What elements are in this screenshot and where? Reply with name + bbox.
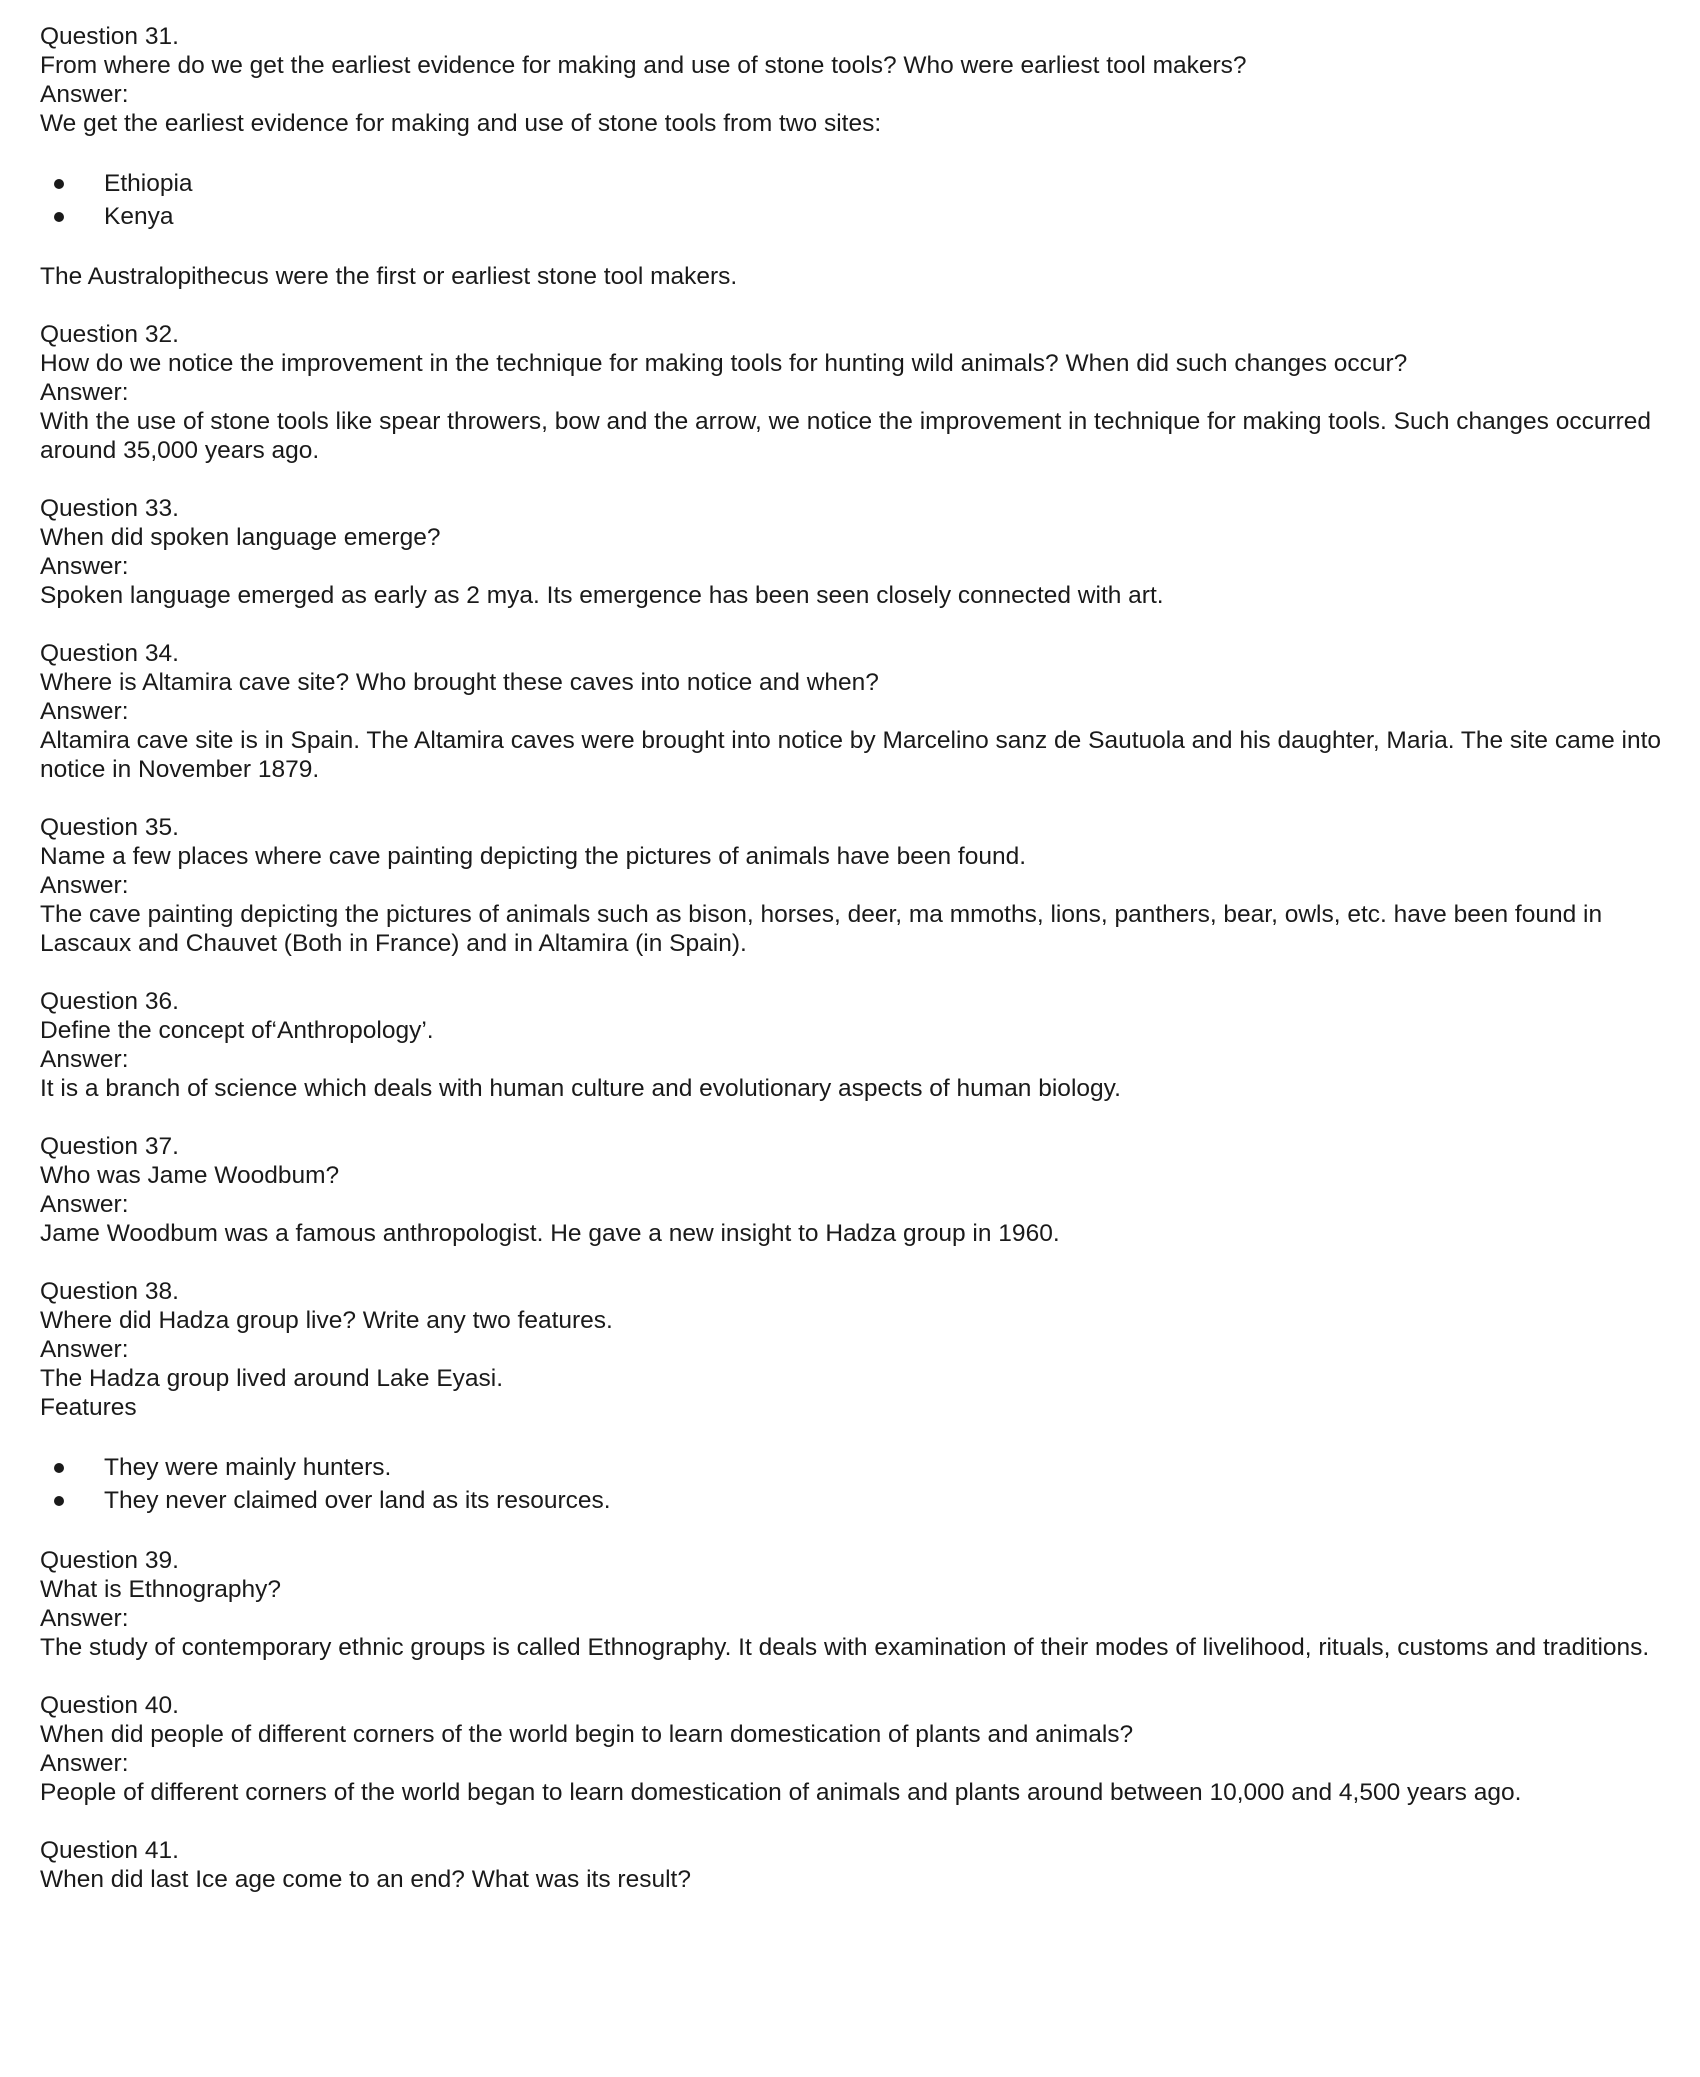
answer-label: Answer: xyxy=(40,81,129,108)
question-31 xyxy=(40,22,1680,291)
question-32 xyxy=(40,320,1680,465)
list-item: Ethiopia xyxy=(40,167,1680,200)
answer-label: Answer: xyxy=(40,1191,129,1218)
question-text: From where do we get the earliest evidence for making and use of stone tools? Who were earliest tool makers? xyxy=(40,52,1247,79)
question-title: Question 41. xyxy=(40,1837,179,1864)
answer-label: Answer: xyxy=(40,1046,129,1073)
answer-text: With the use of stone tools like spear throwers, bow and the arrow, we notice the improvement in technique for making tools. Such changes occurred around 35,000 years ago. xyxy=(40,408,1652,464)
answer-text: The Hadza group lived around Lake Eyasi. xyxy=(40,1365,504,1392)
question-40 xyxy=(40,1691,1680,1807)
answer-label: Answer: xyxy=(40,1336,129,1363)
question-text: What is Ethnography? xyxy=(40,1576,282,1603)
answer-text: Jame Woodbum was a famous anthropologist. He gave a new insight to Hadza group in 1960. xyxy=(40,1220,1060,1247)
question-title: Question 38. xyxy=(40,1278,179,1305)
answer-text: Altamira cave site is in Spain. The Altamira caves were brought into notice by Marcelino sanz de Sautuola and his daughter, Maria. The site came into notice in November 1879. xyxy=(40,727,1662,783)
list-item: They were mainly hunters. xyxy=(40,1451,1680,1484)
question-title: Question 37. xyxy=(40,1133,179,1160)
question-text: Who was Jame Woodbum? xyxy=(40,1162,340,1189)
bullet-list xyxy=(40,1451,1680,1517)
bullet-icon xyxy=(54,1496,64,1506)
question-title: Question 32. xyxy=(40,321,179,348)
question-38 xyxy=(40,1277,1680,1517)
question-39 xyxy=(40,1546,1680,1662)
question-36 xyxy=(40,987,1680,1103)
question-title: Question 31. xyxy=(40,23,179,50)
bullet-icon xyxy=(54,179,64,189)
answer-text: It is a branch of science which deals with human culture and evolutionary aspects of human biology. xyxy=(40,1075,1121,1102)
question-title: Question 35. xyxy=(40,814,179,841)
bullet-icon xyxy=(54,212,64,222)
question-text: When did people of different corners of the world begin to learn domestication of plants and animals? xyxy=(40,1721,1134,1748)
question-text: Define the concept of‘Anthropology’. xyxy=(40,1017,434,1044)
bullet-list xyxy=(40,167,1680,233)
question-34 xyxy=(40,639,1680,784)
question-text: Name a few places where cave painting depicting the pictures of animals have been found. xyxy=(40,843,1027,870)
answer-text: The study of contemporary ethnic groups is called Ethnography. It deals with examination of their modes of livelihood, rituals, customs and traditions. xyxy=(40,1634,1650,1661)
answer-conclusion: The Australopithecus were the first or earliest stone tool makers. xyxy=(40,263,738,290)
document-page xyxy=(40,22,1680,1923)
question-text: When did last Ice age come to an end? What was its result? xyxy=(40,1866,691,1893)
bullet-icon xyxy=(54,1463,64,1473)
question-text: Where did Hadza group live? Write any two features. xyxy=(40,1307,613,1334)
answer-text: Spoken language emerged as early as 2 mya. Its emergence has been seen closely connected with art. xyxy=(40,582,1164,609)
answer-text: The cave painting depicting the pictures of animals such as bison, horses, deer, ma mmoths, lions, panthers, bear, owls, etc. have been found in Lascaux and Chauvet (Both in France) and in Altamira (in Spain). xyxy=(40,901,1603,957)
answer-label: Answer: xyxy=(40,1750,129,1777)
question-title: Question 33. xyxy=(40,495,179,522)
answer-label: Answer: xyxy=(40,1605,129,1632)
question-text: When did spoken language emerge? xyxy=(40,524,441,551)
question-41 xyxy=(40,1836,1680,1894)
features-label: Features xyxy=(40,1394,137,1421)
answer-label: Answer: xyxy=(40,379,129,406)
question-title: Question 40. xyxy=(40,1692,179,1719)
question-text: How do we notice the improvement in the technique for making tools for hunting wild animals? When did such changes occur? xyxy=(40,350,1408,377)
list-item: They never claimed over land as its resources. xyxy=(40,1484,1680,1517)
question-title: Question 34. xyxy=(40,640,179,667)
question-title: Question 39. xyxy=(40,1547,179,1574)
answer-label: Answer: xyxy=(40,698,129,725)
list-item: Kenya xyxy=(40,200,1680,233)
answer-label: Answer: xyxy=(40,553,129,580)
question-37 xyxy=(40,1132,1680,1248)
question-35 xyxy=(40,813,1680,958)
question-33 xyxy=(40,494,1680,610)
answer-text: People of different corners of the world began to learn domestication of animals and plants around between 10,000 and 4,500 years ago. xyxy=(40,1779,1522,1806)
answer-text: We get the earliest evidence for making and use of stone tools from two sites: xyxy=(40,110,882,137)
question-title: Question 36. xyxy=(40,988,179,1015)
answer-label: Answer: xyxy=(40,872,129,899)
question-text: Where is Altamira cave site? Who brought these caves into notice and when? xyxy=(40,669,879,696)
